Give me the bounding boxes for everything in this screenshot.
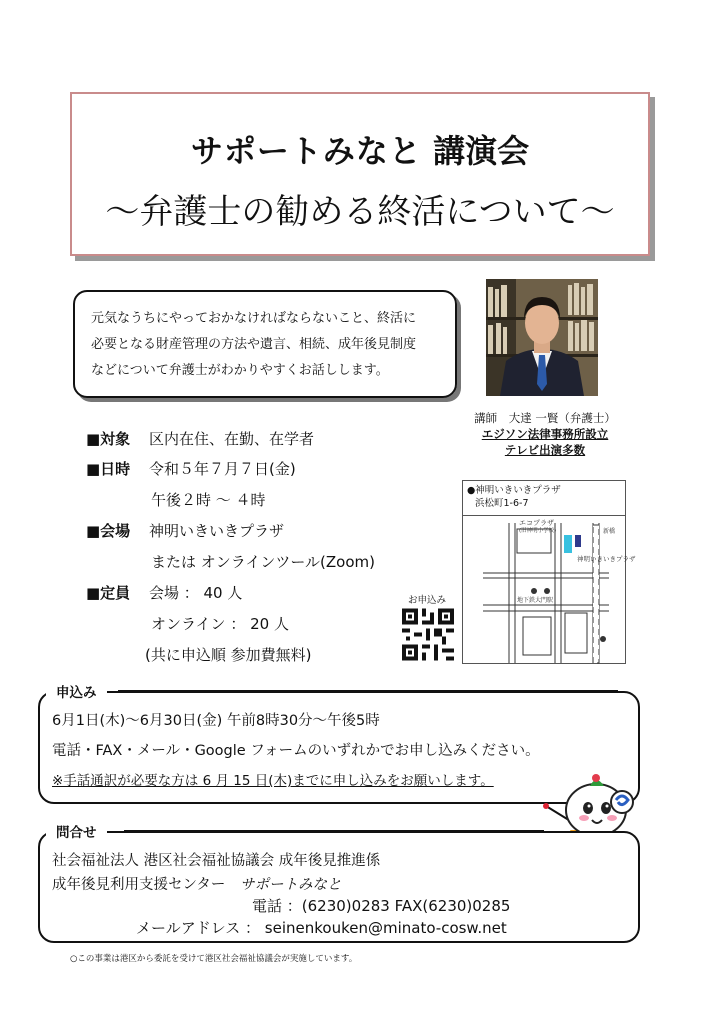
contact-box: [38, 831, 640, 943]
intro-line: 必要となる財産管理の方法や遺言、相続、成年後見制度: [91, 337, 417, 352]
capacity-label: ■定員: [86, 584, 131, 602]
target-value: 区内在住、在勤、在学者: [148, 430, 314, 448]
capacity-venue: 会場 ： 40 人: [148, 584, 243, 602]
speaker-name: 大達 一賢（弁護士）: [508, 411, 616, 425]
contact-phone: 電話 ：(6230)0283 FAX(6230)0285: [252, 897, 511, 915]
title-line: [72, 126, 648, 172]
apply-period: 6月1日(木)～6月30日(金) 午前8時30分～午後5時: [52, 713, 380, 729]
speaker-tv: テレビ出演多数: [504, 443, 586, 457]
intro-line: 元気なうちにやっておかなければならないこと、終活に: [91, 311, 417, 326]
map-address: 浜松町1-6-7: [475, 498, 529, 509]
detail-target: [86, 428, 314, 449]
capacity-online: オンライン ： 20 人: [151, 615, 289, 633]
speaker-photo: [486, 279, 598, 396]
contact-center-name: サポートみなと: [240, 877, 342, 893]
map-label-plaza: 神明いきいきプラザ: [577, 555, 636, 563]
speaker-caption: [445, 410, 645, 458]
speaker-role: 講師: [474, 411, 498, 425]
map-label-line1: 新橋: [603, 528, 616, 535]
contact-center: 成年後見利用支援センター: [52, 877, 226, 893]
map-venue-name: ●神明いきいきプラザ: [467, 485, 561, 496]
capacity-note: (共に申込順 参加費無料): [145, 646, 312, 664]
intro-box: [73, 290, 457, 398]
speaker-name-line: [445, 410, 645, 426]
detail-capacity: [86, 582, 242, 603]
map-drawing: [463, 517, 636, 663]
contact-center-line: [52, 873, 342, 894]
apply-label: 申込み: [46, 681, 107, 701]
map-label-school: エコプラザ: [519, 519, 554, 527]
venue-value: 神明いきいきプラザ: [148, 522, 284, 540]
detail-date: [86, 458, 296, 479]
qr-label: お申込み: [408, 595, 447, 606]
venue-alt: または オンラインツール(Zoom): [151, 553, 375, 571]
intro-line: などについて弁護士がわかりやすくお話しします。: [91, 363, 389, 378]
map-label-school2: (旧神明小学校): [519, 528, 557, 534]
map-title: [467, 484, 561, 510]
time-value: 午後２時 ～ ４時: [151, 491, 266, 509]
title-box: [70, 92, 650, 256]
date-label: ■日時: [86, 460, 131, 478]
title-brand: サポートみなと: [190, 132, 422, 170]
apply-methods: 電話・FAX・メール・Google フォームのいずれかでお申し込みください。: [52, 743, 540, 759]
date-value: 令和５年７月７日(金): [148, 460, 296, 478]
qr-code[interactable]: [402, 607, 454, 662]
target-label: ■対象: [86, 430, 131, 448]
venue-label: ■会場: [86, 522, 131, 540]
contact-email[interactable]: メールアドレス ： seinenkouken@minato-cosw.net: [136, 919, 507, 937]
footnote: ○この事業は港区から委託を受けて港区社会福祉協議会が実施しています。: [70, 954, 358, 964]
speaker-office: エジソン法律事務所設立: [481, 427, 609, 441]
detail-venue: [86, 520, 284, 541]
contact-label: 問合せ: [46, 821, 107, 841]
title-event: 講演会: [433, 132, 530, 170]
map-label-station: 地下鉄大門駅: [517, 597, 554, 604]
apply-sign-language-note: ※手話通訳が必要な方は 6 月 15 日(木)までに申し込みをお願いします。: [52, 773, 494, 789]
contact-org: 社会福祉法人 港区社会福祉協議会 成年後見推進係: [52, 853, 381, 869]
title-subtitle: ～弁護士の勧める終活について～: [105, 192, 615, 232]
venue-map: [462, 480, 636, 664]
